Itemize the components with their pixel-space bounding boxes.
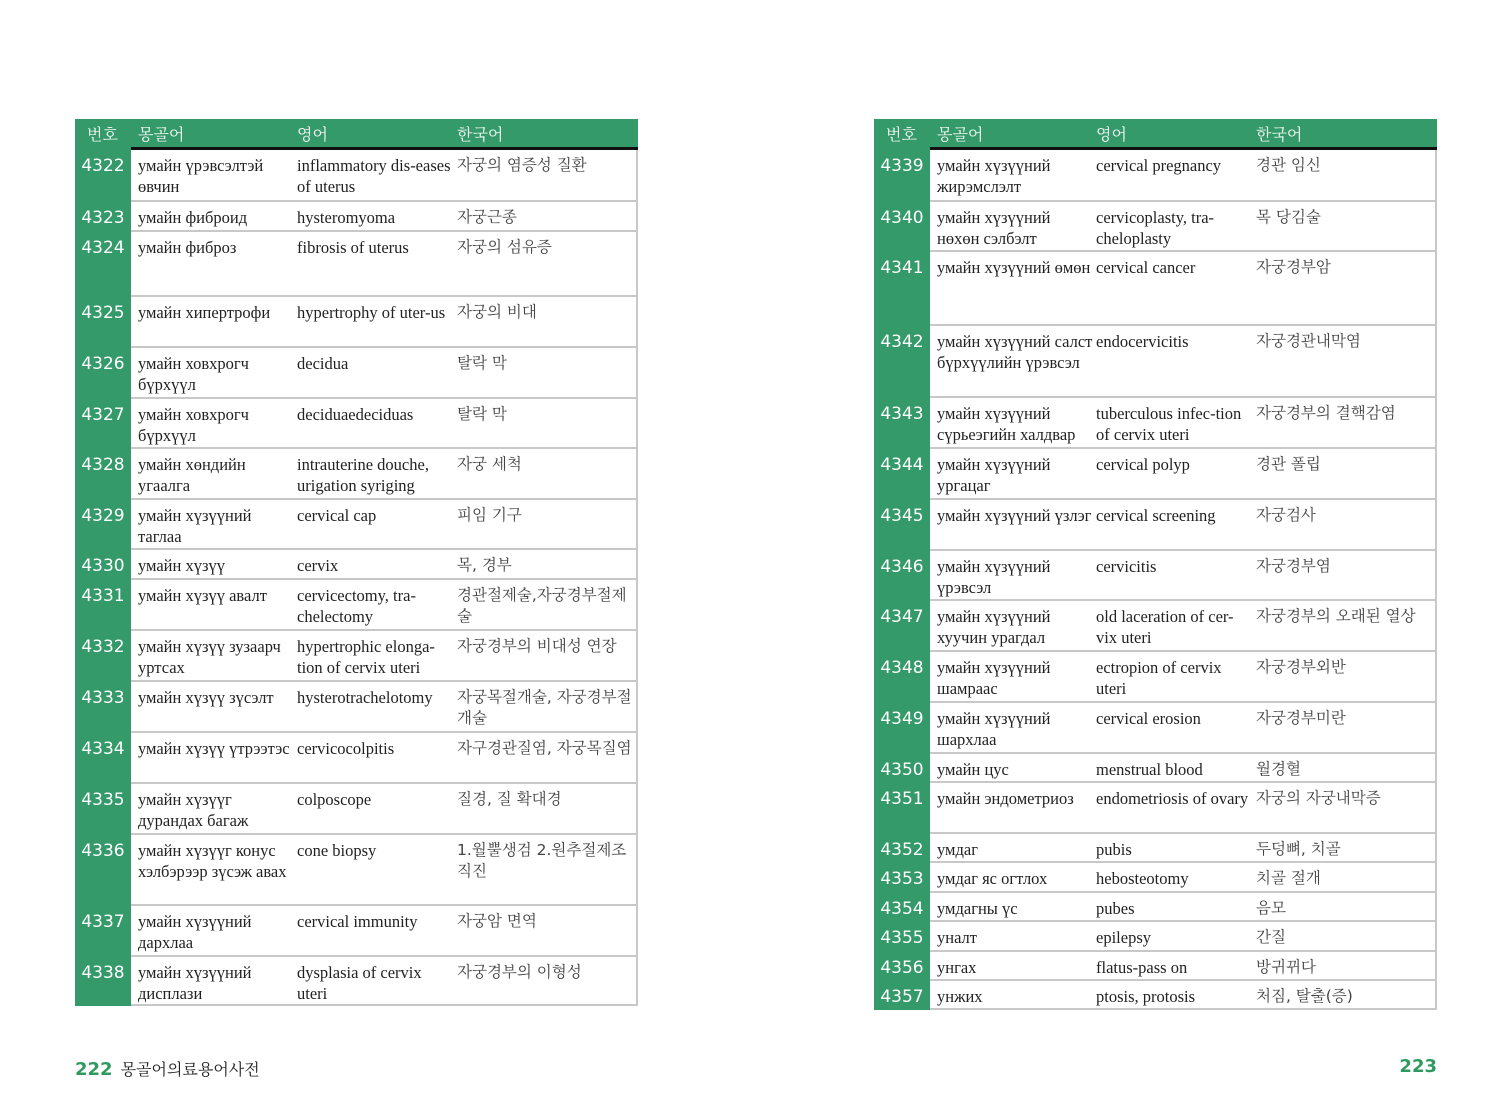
entry-number: 4349 [874, 703, 930, 754]
table-row [75, 399, 638, 449]
korean-term: 자궁경부염 [1256, 557, 1331, 575]
korean-term: 자궁근종 [457, 208, 517, 226]
english-term: endometriosis of ovary [1096, 789, 1249, 808]
english-term: tuberculous infec-tion of cervix uteri [1096, 404, 1242, 444]
table-row [874, 893, 1437, 922]
korean-term: 두덩뼈, 치골 [1256, 840, 1341, 858]
english-term: pubes [1096, 899, 1135, 918]
english-term: deciduaedeciduas [297, 405, 414, 424]
entry-number: 4322 [75, 150, 131, 202]
mongolian-term: унжих [937, 987, 983, 1006]
table-row [75, 150, 638, 202]
korean-term: 월경혈 [1256, 760, 1301, 778]
korean-term: 자궁경관내막염 [1256, 332, 1361, 350]
mongolian-term: умайн хүзүүний хуучин урагдал [937, 607, 1051, 647]
english-term: cervix [297, 556, 339, 575]
table-row [75, 202, 638, 232]
korean-term: 자구경관질염, 자궁목질염 [457, 739, 632, 757]
korean-term: 자궁 세척 [457, 455, 522, 473]
entry-number: 4343 [874, 398, 930, 449]
english-term: hysteromyoma [297, 208, 396, 227]
table-row [75, 733, 638, 784]
korean-term: 자궁경부의 결핵감염 [1256, 404, 1396, 422]
table-row [874, 398, 1437, 449]
entry-number: 4341 [874, 252, 930, 326]
korean-term: 자궁목절개술, 자궁경부절개술 [457, 688, 632, 727]
english-term: ectropion of cervix uteri [1096, 658, 1222, 698]
mongolian-term: умайн фиброид [138, 208, 248, 227]
korean-term: 경관 폴립 [1256, 455, 1321, 473]
table-row [874, 703, 1437, 754]
entry-number: 4338 [75, 957, 131, 1006]
table-row [75, 297, 638, 348]
table-row [75, 631, 638, 682]
korean-term: 자궁의 섬유증 [457, 238, 552, 256]
table-row [874, 449, 1437, 500]
korean-term: 처짐, 탈출(증) [1256, 987, 1353, 1005]
mongolian-term: умайн хүзүү үтрээтэс [138, 739, 290, 758]
english-term: old laceration of cer-vix uteri [1096, 607, 1234, 647]
header-english: 영어 [1096, 125, 1127, 144]
korean-term: 목 당김술 [1256, 208, 1321, 226]
book-title: 몽골어의료용어사전 [120, 1060, 260, 1079]
english-term: cervical polyp [1096, 455, 1190, 474]
korean-term: 자궁의 염증성 질환 [457, 156, 587, 174]
mongolian-term: умайн үрэвсэлтэй өвчин [138, 156, 264, 196]
mongolian-term: умайн хүзүүний таглаа [138, 506, 252, 546]
table-row [874, 326, 1437, 398]
table-row [874, 551, 1437, 601]
mongolian-term: умайн хүзүүний салст бүрхүүлийн үрэвсэл [937, 332, 1093, 372]
entry-number: 4351 [874, 783, 930, 834]
entry-number: 4323 [75, 202, 131, 232]
header-mongolian: 몽골어 [937, 125, 984, 144]
korean-term: 방귀뀌다 [1256, 958, 1316, 976]
right-term-table [874, 119, 1437, 1010]
mongolian-term: умайн хүзүүний дисплази [138, 963, 252, 1003]
table-body [75, 150, 638, 1006]
english-term: endocervicitis [1096, 332, 1189, 351]
table-row [874, 783, 1437, 834]
table-body [874, 150, 1437, 1010]
table-row [874, 500, 1437, 551]
entry-number: 4352 [874, 834, 930, 863]
mongolian-term: умайн ховхрогч бүрхүүл [138, 405, 249, 445]
korean-term: 자궁경부의 오래된 열상 [1256, 607, 1416, 625]
table-row [75, 580, 638, 631]
english-term: cervical cancer [1096, 258, 1196, 277]
table-row [874, 834, 1437, 863]
entry-number: 4326 [75, 348, 131, 399]
entry-number: 4342 [874, 326, 930, 398]
english-term: inflammatory dis-eases of uterus [297, 156, 451, 196]
mongolian-term: умайн фиброз [138, 238, 237, 257]
table-row [874, 202, 1437, 252]
mongolian-term: умдагны үс [937, 899, 1018, 918]
english-term: cervical erosion [1096, 709, 1201, 728]
left-term-table [75, 119, 638, 1006]
entry-number: 4328 [75, 449, 131, 500]
table-row [874, 652, 1437, 703]
entry-number: 4337 [75, 906, 131, 957]
entry-number: 4348 [874, 652, 930, 703]
korean-term: 탈락 막 [457, 405, 507, 423]
mongolian-term: умайн хүзүүний дархлаа [138, 912, 252, 952]
korean-term: 1.월뿔생검 2.원추절제조직진 [457, 841, 627, 880]
entry-number: 4335 [75, 784, 131, 835]
english-term: ptosis, protosis [1096, 987, 1196, 1006]
table-row [874, 601, 1437, 652]
table-row [874, 252, 1437, 326]
mongolian-term: умайн хүзүүний үрэвсэл [937, 557, 1051, 597]
table-row [75, 348, 638, 399]
korean-term: 경관 임신 [1256, 156, 1321, 174]
mongolian-term: умайн хүзүүг дурандах багаж [138, 790, 249, 830]
mongolian-term: уналт [937, 928, 977, 947]
table-row [75, 550, 638, 580]
header-number: 번호 [87, 125, 118, 144]
table-row [874, 863, 1437, 893]
mongolian-term: умайн хүзүүний жирэмслэлт [937, 156, 1051, 196]
korean-term: 음모 [1256, 899, 1286, 917]
mongolian-term: умайн хүзүү [138, 556, 225, 575]
table-row [874, 150, 1437, 202]
english-term: cervical pregnancy [1096, 156, 1222, 175]
mongolian-term: умайн цус [937, 760, 1009, 779]
korean-term: 질경, 질 확대경 [457, 790, 562, 808]
mongolian-term: умайн хүзүүний ургацаг [937, 455, 1051, 495]
mongolian-term: умайн хүзүү зүсэлт [138, 688, 274, 707]
entry-number: 4325 [75, 297, 131, 348]
korean-term: 자궁의 자궁내막증 [1256, 789, 1381, 807]
table-header [874, 119, 1437, 150]
entry-number: 4356 [874, 952, 930, 981]
mongolian-term: умайн хүзүү зузаарч уртсах [138, 637, 281, 677]
mongolian-term: умайн хүзүүний өмөн [937, 258, 1091, 277]
mongolian-term: умайн ховхрогч бүрхүүл [138, 354, 249, 394]
korean-term: 간질 [1256, 928, 1286, 946]
entry-number: 4332 [75, 631, 131, 682]
korean-term: 자궁경부의 비대성 연장 [457, 637, 617, 655]
mongolian-term: умайн хүзүү авалт [138, 586, 267, 605]
english-term: cervical screening [1096, 506, 1216, 525]
table-header [75, 119, 638, 150]
english-term: cervicoplasty, tra-cheloplasty [1096, 208, 1215, 248]
footer-left [75, 1057, 260, 1080]
mongolian-term: умайн хүзүүний шамраас [937, 658, 1051, 698]
english-term: epilepsy [1096, 928, 1151, 947]
korean-term: 탈락 막 [457, 354, 507, 372]
mongolian-term: умайн хүзүүний сүрьеэгийн халдвар [937, 404, 1076, 444]
entry-number: 4330 [75, 550, 131, 580]
entry-number: 4355 [874, 922, 930, 952]
header-mongolian: 몽골어 [138, 125, 185, 144]
entry-number: 4331 [75, 580, 131, 631]
english-term: cervicectomy, tra-chelectomy [297, 586, 416, 626]
entry-number: 4333 [75, 682, 131, 733]
header-number: 번호 [886, 125, 917, 144]
english-term: cervical immunity [297, 912, 418, 931]
entry-number: 4340 [874, 202, 930, 252]
english-term: intrauterine douche, urigation syriging [297, 455, 429, 495]
table-row [75, 957, 638, 1006]
entry-number: 4344 [874, 449, 930, 500]
korean-term: 자궁경부의 이형성 [457, 963, 582, 981]
entry-number: 4357 [874, 981, 930, 1010]
table-row [75, 682, 638, 733]
english-term: cervical cap [297, 506, 377, 525]
page-number: 223 [1399, 1056, 1437, 1077]
mongolian-term: умдаг яс огтлох [937, 869, 1048, 888]
english-term: flatus-pass on [1096, 958, 1188, 977]
mongolian-term: умайн хүзүүний нөхөн сэлбэлт [937, 208, 1051, 248]
korean-term: 경관절제술,자궁경부절제술 [457, 586, 627, 625]
table-row [874, 922, 1437, 952]
english-term: menstrual blood [1096, 760, 1203, 779]
entry-number: 4350 [874, 754, 930, 783]
entry-number: 4354 [874, 893, 930, 922]
english-term: colposcope [297, 790, 372, 809]
korean-term: 자궁의 비대 [457, 303, 537, 321]
english-term: cervicocolpitis [297, 739, 395, 758]
korean-term: 자궁암 면역 [457, 912, 537, 930]
mongolian-term: умайн хипертрофи [138, 303, 271, 322]
entry-number: 4347 [874, 601, 930, 652]
entry-number: 4329 [75, 500, 131, 550]
mongolian-term: умайн эндометриоз [937, 789, 1074, 808]
english-term: hebosteotomy [1096, 869, 1189, 888]
korean-term: 피임 기구 [457, 506, 522, 524]
english-term: hypertrophic elonga-tion of cervix uteri [297, 637, 435, 677]
korean-term: 자궁경부암 [1256, 258, 1331, 276]
table-row [75, 784, 638, 835]
english-term: cone biopsy [297, 841, 377, 860]
korean-term: 목, 경부 [457, 556, 512, 574]
table-row [75, 906, 638, 957]
table-row [75, 500, 638, 550]
entry-number: 4346 [874, 551, 930, 601]
entry-number: 4339 [874, 150, 930, 202]
entry-number: 4327 [75, 399, 131, 449]
korean-term: 자궁경부미란 [1256, 709, 1346, 727]
table-row [75, 232, 638, 297]
entry-number: 4324 [75, 232, 131, 297]
mongolian-term: умайн хөндийн угаалга [138, 455, 246, 495]
table-row [75, 449, 638, 500]
table-row [874, 981, 1437, 1010]
header-english: 영어 [297, 125, 328, 144]
entry-number: 4334 [75, 733, 131, 784]
korean-term: 치골 절개 [1256, 869, 1321, 887]
korean-term: 자궁경부외반 [1256, 658, 1346, 676]
header-korean: 한국어 [457, 125, 504, 144]
mongolian-term: умайн хүзүүний шархлаа [937, 709, 1051, 749]
mongolian-term: умайн хүзүүний үзлэг [937, 506, 1092, 525]
english-term: hysterotrachelotomy [297, 688, 433, 707]
english-term: fibrosis of uterus [297, 238, 409, 257]
korean-term: 자궁검사 [1256, 506, 1316, 524]
table-row [874, 754, 1437, 783]
table-row [75, 835, 638, 906]
english-term: decidua [297, 354, 349, 373]
entry-number: 4353 [874, 863, 930, 893]
entry-number: 4336 [75, 835, 131, 906]
header-korean: 한국어 [1256, 125, 1303, 144]
entry-number: 4345 [874, 500, 930, 551]
mongolian-term: унгах [937, 958, 977, 977]
page-number: 222 [75, 1059, 113, 1080]
english-term: cervicitis [1096, 557, 1157, 576]
english-term: pubis [1096, 840, 1132, 859]
english-term: dysplasia of cervix uteri [297, 963, 422, 1003]
mongolian-term: умайн хүзүүг конус хэлбэрээр зүсэж авах [138, 841, 287, 881]
table-row [874, 952, 1437, 981]
mongolian-term: умдаг [937, 840, 978, 859]
english-term: hypertrophy of uter-us [297, 303, 446, 322]
